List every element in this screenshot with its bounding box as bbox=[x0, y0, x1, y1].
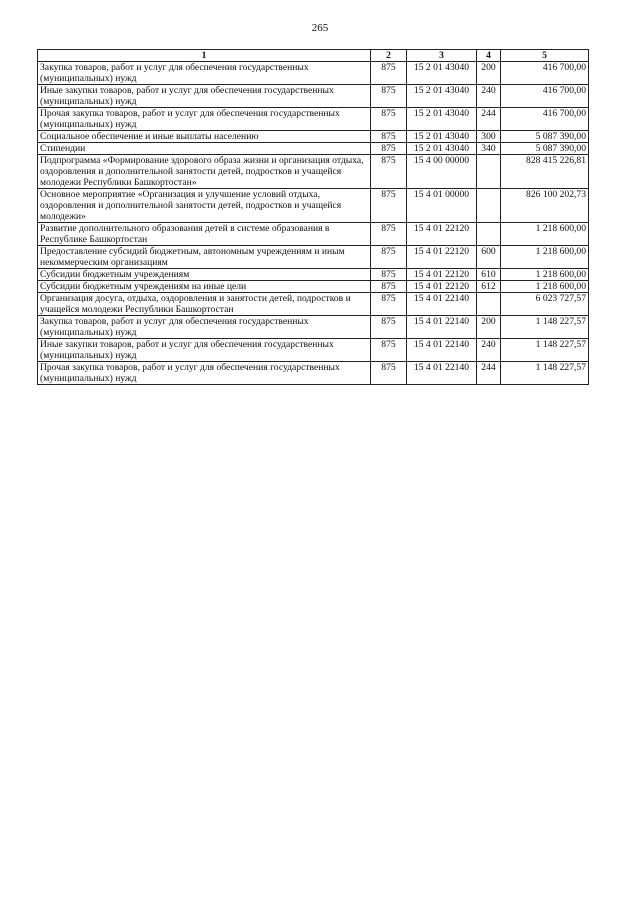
header-col-4: 4 bbox=[477, 50, 501, 62]
row-amount: 1 148 227,57 bbox=[501, 339, 589, 362]
row-vr-code: 610 bbox=[477, 269, 501, 281]
row-vr-code: 244 bbox=[477, 108, 501, 131]
table-row bbox=[38, 223, 589, 246]
row-amount: 1 218 600,00 bbox=[501, 269, 589, 281]
row-csr-code: 15 4 01 22120 bbox=[407, 223, 477, 246]
row-ved-code: 875 bbox=[371, 85, 407, 108]
table-row bbox=[38, 155, 589, 189]
row-csr-code: 15 4 01 22120 bbox=[407, 269, 477, 281]
page-number: 265 bbox=[311, 22, 329, 34]
row-amount: 826 100 202,73 bbox=[501, 189, 589, 223]
row-name: Иные закупки товаров, работ и услуг для обеспечения государственных (муниципальных) нужд bbox=[38, 85, 371, 108]
table-row bbox=[38, 293, 589, 316]
header-col-2: 2 bbox=[371, 50, 407, 62]
table-row bbox=[38, 362, 589, 385]
row-csr-code: 15 4 01 22140 bbox=[407, 316, 477, 339]
row-amount: 6 023 727,57 bbox=[501, 293, 589, 316]
row-name: Стипендии bbox=[38, 143, 371, 155]
table-row bbox=[38, 339, 589, 362]
row-vr-code bbox=[477, 293, 501, 316]
row-name: Организация досуга, отдыха, оздоровления и занятости детей, подростков и учащейся молодежи Республики Башкортостан bbox=[38, 293, 371, 316]
row-name: Закупка товаров, работ и услуг для обеспечения государственных (муниципальных) нужд bbox=[38, 316, 371, 339]
table-row bbox=[38, 281, 589, 293]
row-name: Предоставление субсидий бюджетным, автономным учреждениям и иным некоммерческим организациям bbox=[38, 246, 371, 269]
row-ved-code: 875 bbox=[371, 155, 407, 189]
row-name: Иные закупки товаров, работ и услуг для обеспечения государственных (муниципальных) нужд bbox=[38, 339, 371, 362]
header-col-5: 5 bbox=[501, 50, 589, 62]
row-vr-code: 600 bbox=[477, 246, 501, 269]
row-ved-code: 875 bbox=[371, 293, 407, 316]
row-name: Социальное обеспечение и иные выплаты населению bbox=[38, 131, 371, 143]
header-col-1: 1 bbox=[38, 50, 371, 62]
budget-table bbox=[37, 49, 589, 385]
row-csr-code: 15 2 01 43040 bbox=[407, 62, 477, 85]
row-amount: 5 087 390,00 bbox=[501, 143, 589, 155]
row-ved-code: 875 bbox=[371, 223, 407, 246]
table-row bbox=[38, 269, 589, 281]
row-vr-code bbox=[477, 155, 501, 189]
table-row bbox=[38, 85, 589, 108]
row-csr-code: 15 4 01 22140 bbox=[407, 362, 477, 385]
row-amount: 828 415 226,81 bbox=[501, 155, 589, 189]
row-ved-code: 875 bbox=[371, 281, 407, 293]
row-csr-code: 15 2 01 43040 bbox=[407, 143, 477, 155]
row-csr-code: 15 4 01 00000 bbox=[407, 189, 477, 223]
row-csr-code: 15 4 01 22120 bbox=[407, 281, 477, 293]
row-csr-code: 15 4 00 00000 bbox=[407, 155, 477, 189]
row-amount: 1 218 600,00 bbox=[501, 281, 589, 293]
row-vr-code: 200 bbox=[477, 316, 501, 339]
table-header-row bbox=[38, 50, 589, 62]
row-amount: 1 218 600,00 bbox=[501, 246, 589, 269]
table-row bbox=[38, 108, 589, 131]
table-row bbox=[38, 246, 589, 269]
table-row bbox=[38, 316, 589, 339]
row-csr-code: 15 4 01 22140 bbox=[407, 339, 477, 362]
row-csr-code: 15 2 01 43040 bbox=[407, 108, 477, 131]
row-name: Прочая закупка товаров, работ и услуг для обеспечения государственных (муниципальных) нужд bbox=[38, 362, 371, 385]
table-row bbox=[38, 189, 589, 223]
row-ved-code: 875 bbox=[371, 269, 407, 281]
row-csr-code: 15 2 01 43040 bbox=[407, 131, 477, 143]
row-csr-code: 15 4 01 22120 bbox=[407, 246, 477, 269]
row-csr-code: 15 2 01 43040 bbox=[407, 85, 477, 108]
row-amount: 1 148 227,57 bbox=[501, 362, 589, 385]
row-ved-code: 875 bbox=[371, 189, 407, 223]
row-csr-code: 15 4 01 22140 bbox=[407, 293, 477, 316]
row-amount: 1 148 227,57 bbox=[501, 316, 589, 339]
row-amount: 416 700,00 bbox=[501, 85, 589, 108]
row-amount: 5 087 390,00 bbox=[501, 131, 589, 143]
row-vr-code: 300 bbox=[477, 131, 501, 143]
row-vr-code: 240 bbox=[477, 85, 501, 108]
header-col-3: 3 bbox=[407, 50, 477, 62]
row-vr-code: 244 bbox=[477, 362, 501, 385]
row-vr-code: 340 bbox=[477, 143, 501, 155]
row-vr-code bbox=[477, 189, 501, 223]
table-row bbox=[38, 62, 589, 85]
table-row bbox=[38, 131, 589, 143]
row-amount: 1 218 600,00 bbox=[501, 223, 589, 246]
row-vr-code: 240 bbox=[477, 339, 501, 362]
row-ved-code: 875 bbox=[371, 143, 407, 155]
row-name: Закупка товаров, работ и услуг для обеспечения государственных (муниципальных) нужд bbox=[38, 62, 371, 85]
row-ved-code: 875 bbox=[371, 339, 407, 362]
row-amount: 416 700,00 bbox=[501, 108, 589, 131]
row-ved-code: 875 bbox=[371, 362, 407, 385]
table-row bbox=[38, 143, 589, 155]
row-ved-code: 875 bbox=[371, 131, 407, 143]
row-ved-code: 875 bbox=[371, 316, 407, 339]
row-ved-code: 875 bbox=[371, 62, 407, 85]
row-name: Подпрограмма «Формирование здорового образа жизни и организация отдыха, оздоровления и дополнительной занятости детей, подростков и учащейся молодежи Республики Башкортостан» bbox=[38, 155, 371, 189]
row-name: Субсидии бюджетным учреждениям bbox=[38, 269, 371, 281]
table-body bbox=[38, 62, 589, 385]
row-amount: 416 700,00 bbox=[501, 62, 589, 85]
row-vr-code: 612 bbox=[477, 281, 501, 293]
row-name: Развитие дополнительного образования детей в системе образования в Республике Башкортостан bbox=[38, 223, 371, 246]
row-name: Основное мероприятие «Организация и улучшение условий отдыха, оздоровления и дополнительной занятости детей, подростков и учащейся молодежи» bbox=[38, 189, 371, 223]
row-vr-code: 200 bbox=[477, 62, 501, 85]
row-vr-code bbox=[477, 223, 501, 246]
row-name: Субсидии бюджетным учреждениям на иные цели bbox=[38, 281, 371, 293]
row-name: Прочая закупка товаров, работ и услуг для обеспечения государственных (муниципальных) нужд bbox=[38, 108, 371, 131]
row-ved-code: 875 bbox=[371, 246, 407, 269]
row-ved-code: 875 bbox=[371, 108, 407, 131]
